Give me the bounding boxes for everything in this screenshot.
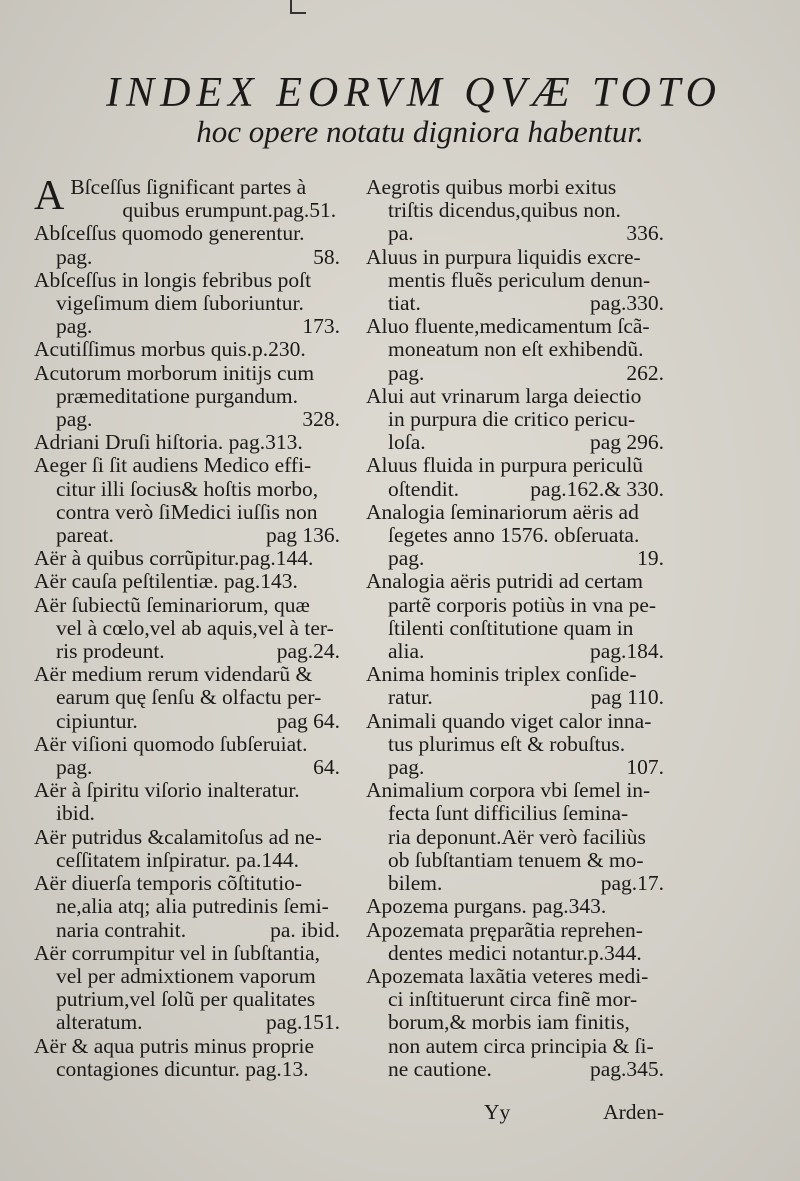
index-entry [34,362,340,432]
page-footer [366,1100,664,1124]
page-reference: 58. [313,245,340,269]
index-entry-line: Aër putridus &calamitoſus ad ne- [34,825,322,849]
page-reference: pag.162.& 330. [530,477,664,501]
page-reference: pag.24. [276,640,340,664]
entry-text: pag. [388,547,425,571]
page-reference: pag.184. [589,640,664,664]
index-entry-line: Animali quando viget calor inna- [366,709,652,733]
index-entry-line [34,408,340,431]
index-entry-line [34,246,340,269]
entry-text: ne cautione. [388,1057,492,1081]
index-entry-line: Aër & aqua putris minus proprie [34,1034,315,1058]
entry-text: pag. [56,408,93,432]
index-entry-line: vel per admixtionem vaporum [56,964,316,988]
page-reference: 19. [637,547,664,571]
index-entry-line: Aluo fluente,medicamentum ſcã- [366,315,650,339]
index-entry-line: ria deponunt.Aër verò faciliùs [388,825,646,849]
index-entry-line [366,686,664,709]
page-reference: 262. [626,361,664,385]
index-entry [366,919,664,965]
index-entry-line: ſtilenti conſtitutione quam in [388,616,634,640]
index-entry-line: non autem circa principia & ſi- [388,1034,654,1058]
index-entry-line [34,1011,340,1034]
index-entry-line [366,431,664,454]
index-entry-line [366,478,664,501]
index-entry-line [34,524,340,547]
index-entry [366,315,664,385]
index-entry [34,431,340,454]
entry-text: cipiuntur. [56,709,138,733]
entry-text: ratur. [388,686,433,710]
page-top-mark [290,0,306,14]
index-entry-line [366,756,664,779]
page-title: INDEX EORVM QVÆ TOTO [106,70,722,116]
index-entry [34,733,340,779]
index-entry-line: Aeger ſi ſit audiens Medico effi- [34,454,312,478]
index-entry-line: triſtis dicendus,quibus non. [388,199,621,223]
index-entry [34,269,340,339]
index-entry-line: Aegrotis quibus morbi exitus [366,176,617,199]
index-entry [34,173,340,223]
entry-text: ris prodeunt. [56,640,165,664]
index-entry-line [34,756,340,779]
index-entry-line: Animalium corpora vbi ſemel in- [366,779,651,803]
index-entry-line: Apozemata pręparãtia reprehen- [366,918,643,942]
index-entry [366,385,664,455]
page-reference: pag 136. [265,524,340,548]
index-entry-line: contra verò ſiMedici iuſſis non [56,500,318,524]
page-reference: pag.330. [589,292,664,316]
index-entry [366,570,664,663]
index-entry-line: putrium,vel ſolũ per qualitates [56,988,316,1012]
index-entry-line: Apozema purgans. pag.343. [366,895,607,919]
index-entry-line: Aër viſioni quomodo ſubſeruiat. [34,732,308,756]
index-entry-line: mentis fluẽs periculum denun- [388,268,651,292]
index-entry [34,222,340,268]
index-entry-line [34,710,340,733]
index-entry-line: Apozemata laxãtia veteres medi- [366,964,649,988]
index-entry-line: quibus erumpunt.pag.51. [122,199,337,223]
index-entry-line [366,1058,664,1081]
index-entry-line: Alui aut vrinarum larga deiectio [366,384,642,408]
page-subtitle: hoc opere notatu digniora habentur. [196,114,644,149]
index-entry-line [34,315,340,338]
index-entry-line: citur illi ſocius& hoſtis morbo, [56,477,319,501]
index-entry [366,246,664,316]
index-entry-line: Abſceſſus quomodo generentur. [34,222,305,246]
catchword: Arden- [603,1100,664,1124]
index-entry-line [34,919,340,942]
index-entry-line [366,547,664,570]
index-entry-line: moneatum non eſt exhibendũ. [388,338,644,362]
index-entry-line: Aër diuerſa temporis cõſtitutio- [34,872,303,896]
index-entry [366,710,664,780]
index-entry [366,176,664,246]
entry-text: oſtendit. [388,477,460,501]
index-entry [34,663,340,733]
index-entry [34,826,340,872]
index-entry [366,454,664,500]
entry-text: tiat. [388,292,421,316]
page-reference: 336. [626,222,664,246]
index-entry [34,594,340,664]
index-entry [34,570,340,593]
index-entry-line: ne,alia atq; alia putredinis ſemi- [56,895,329,919]
index-entry-line: Bſceſſus ſignificant partes à [70,176,307,199]
index-entry-line: earum quę ſenſu & olfactu per- [56,686,322,710]
page-reference: 107. [626,756,664,780]
index-column-right [366,176,664,1081]
index-entry-line: tus plurimus eſt & robuſtus. [388,732,626,756]
index-entry-line: Aluus in purpura liquidis excre- [366,245,641,269]
index-entry-line: Aër corrumpitur vel in ſubſtantia, [34,941,320,965]
index-entry-line: Aër à quibus corrũpitur.pag.144. [34,547,314,571]
page-reference: 328. [302,408,340,432]
page-reference: 64. [313,756,340,780]
entry-text: pareat. [56,524,114,548]
index-entry-line [34,640,340,663]
index-entry [366,663,664,709]
index-entry-line: in purpura die critico pericu- [388,408,636,432]
index-entry [34,872,340,942]
entry-text: pag. [388,361,425,385]
index-entry-line: dentes medici notantur.p.344. [388,941,642,965]
entry-text: pag. [56,756,93,780]
index-entry-line: ibid. [56,802,95,826]
index-entry-line: Acutiſſimus morbus quis.p.230. [34,338,306,362]
entry-text: naria contrahit. [56,918,187,942]
drop-cap: A [34,173,65,219]
index-entry-line: Anima hominis triplex conſide- [366,663,637,687]
index-entry [34,547,340,570]
index-entry-line [366,640,664,663]
page-reference: pag 296. [589,431,664,455]
index-entry-line: ci inſtituerunt circa finẽ mor- [388,988,638,1012]
page-reference: pa. ibid. [270,918,340,942]
page-reference: pag.17. [600,872,664,896]
index-entry-line: Aër cauſa peſtilentiæ. pag.143. [34,570,298,594]
index-entry-line: Analogia ſeminariorum aëris ad [366,500,639,524]
index-entry-line: borum,& morbis iam finitis, [388,1011,630,1035]
entry-text: pag. [56,315,93,339]
entry-text: loſa. [388,431,426,455]
entry-text: pag. [388,756,425,780]
index-entry-line: contagiones dicuntur. pag.13. [56,1057,309,1081]
entry-text: pag. [56,245,93,269]
index-column-left [34,173,340,1081]
index-entry [366,779,664,895]
index-entry-line: Aër medium rerum videndarũ & [34,663,313,687]
index-entry-line: vigeſimum diem ſuboriuntur. [56,292,304,316]
index-entry-line: Aër à ſpiritu viſorio inalteratur. [34,779,300,803]
index-entry-line: vel à cœlo,vel ab aquis,vel à ter- [56,616,334,640]
index-entry [34,1035,340,1081]
page-reference: pag.151. [265,1011,340,1035]
index-entry-line: partẽ corporis potiùs in vna pe- [388,593,657,617]
entry-text: pa. [388,222,414,246]
index-entry-line: Acutorum morborum initijs cum [34,361,315,385]
page-reference: pag 64. [276,709,340,733]
page-reference: pag.345. [589,1057,664,1081]
index-entry-line: ceſſitatem inſpiratur. pa.144. [56,848,299,872]
index-entry [34,779,340,825]
entry-text: bilem. [388,872,443,896]
index-entry-line: Aluus fluida in purpura periculũ [366,454,644,478]
signature-mark: Yy [484,1100,511,1124]
entry-text: alia. [388,640,425,664]
index-entry-line: fecta ſunt difficilius ſemina- [388,802,629,826]
index-entry-line: Abſceſſus in longis febribus poſt [34,268,312,292]
page-reference: pag 110. [590,686,664,710]
index-entry [366,501,664,571]
index-entry-line [366,222,664,245]
index-entry [366,965,664,1081]
entry-text: alteratum. [56,1011,143,1035]
index-entry-line [366,362,664,385]
index-entry-line [366,292,664,315]
index-entry [34,942,340,1035]
index-entry-line: Adriani Druſi hiſtoria. pag.313. [34,431,303,455]
index-entry-line: ſegetes anno 1576. obſeruata. [388,524,640,548]
index-entry-line [366,872,664,895]
index-entry [34,454,340,547]
index-entry-line: Analogia aëris putridi ad certam [366,570,644,594]
page-reference: 173. [302,315,340,339]
index-entry [34,338,340,361]
index-entry [366,895,664,918]
index-entry-line: Aër ſubiectũ ſeminariorum, quæ [34,593,310,617]
index-entry-line: ob ſubſtantiam tenuem & mo- [388,848,644,872]
index-entry-line: præmeditatione purgandum. [56,384,299,408]
